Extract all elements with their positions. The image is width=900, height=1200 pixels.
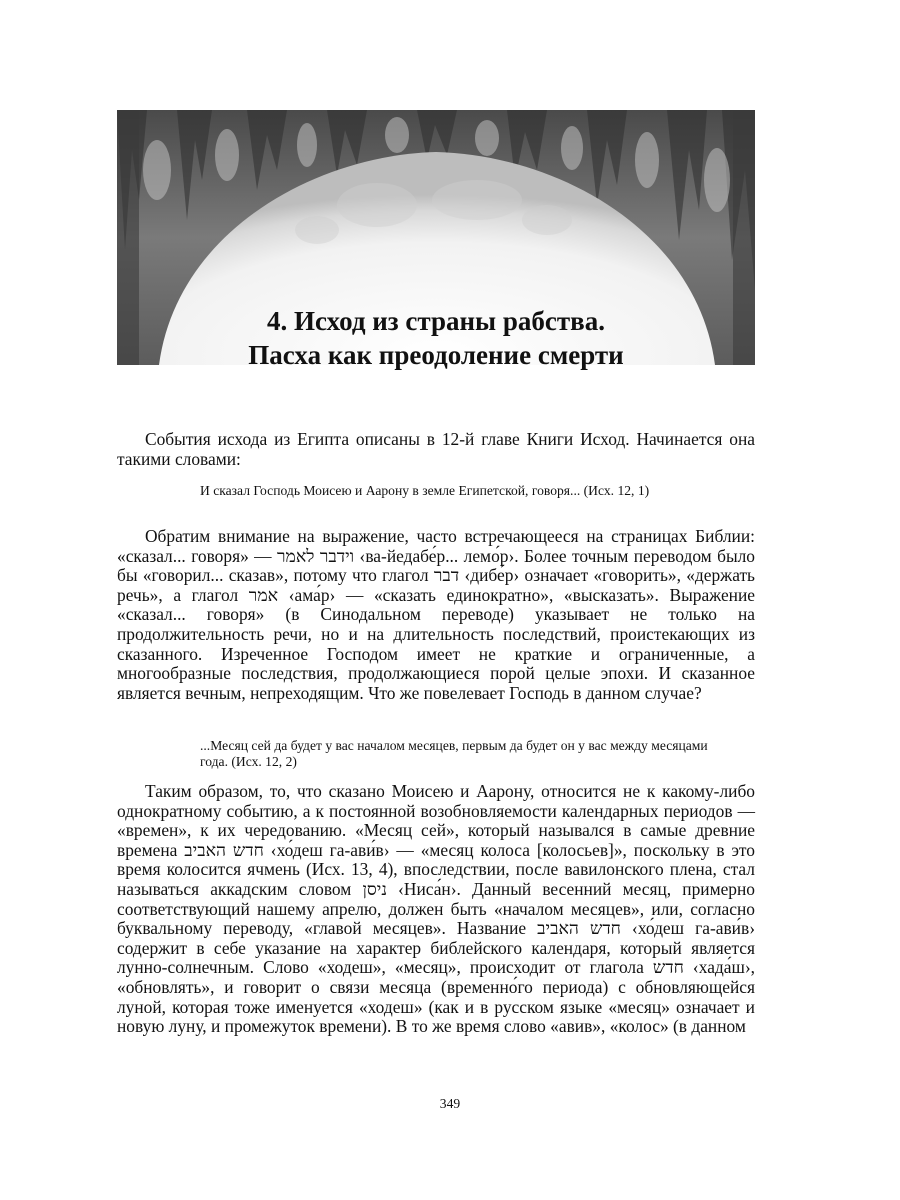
quote-2: ...Месяц сей да будет у вас началом месяцев, первым да будет он у вас между месяцами года. (Исх. 12, 2) bbox=[200, 738, 708, 769]
chapter-title bbox=[117, 304, 755, 372]
quote-1: И сказал Господь Моисею и Аарону в земле Египетской, говоря... (Исх. 12, 1) bbox=[200, 483, 650, 498]
paragraph-2: Обратим внимание на выражение, часто встречающееся на страницах Библии: «сказал... говоря» — וידבר לאמר ‹ва-йедабе́р... лемо́р›. Более точным переводом было бы «говорил... сказав», потому что глагол דבר ‹дибе́р› означает «говорить», «держать речь», а глагол אמר ‹ама́р› — «сказать единократно», «высказать». Выражение «сказал... говоря» (в Синодальном переводе) указывает не только на продолжительность речи, но и на длительность последствий, проистекающих из сказанного. Изреченное Господом имеет не краткие и ограниченные, а многообразные последствия, продолжающиеся порой целые эпохи. И сказанное является вечным, непреходящим. Что же повелевает Господь в данном случае? bbox=[117, 526, 756, 703]
chapter-title-line1: 4. Исход из страны рабства. bbox=[267, 306, 605, 336]
paragraph-1: События исхода из Египта описаны в 12-й главе Книги Исход. Начинается она такими словами: bbox=[117, 429, 755, 469]
paragraph-3: Таким образом, то, что сказано Моисею и Аарону, относится не к какому-либо однократному событию, а к постоянной возобновляемости календарных периодов — «времен», к их чередованию. «Месяц сей», который назывался в самые древние времена חדש האביב ‹хо́деш га-ави́в› — «месяц колоса [колосьев]», поскольку в это время колосится ячмень (Исх. 13, 4), впоследствии, после вавилонского плена, стал называться аккадским словом ניסן ‹Ниса́н›. Данный весенний месяц, примерно соответствующий нашему апрелю, должен быть «началом месяцев», или, согласно буквальному переводу, «главой месяцев». Название חדש האביב ‹хо́деш га-ави́в› содержит в себе указание на характер библейского календаря, который является лунно-солнечным. Слово «ходеш», «месяц», происходит от глагола חדש ‹хада́ш›, «обновлять», и говорит о связи месяца (временно́го периода) с обновляющейся луной, которая тоже именуется «ходеш» (как и в русском языке «месяц» означает и новую луну, и промежуток времени). В то же время слово «авив», «колос» (в данном bbox=[117, 781, 756, 1037]
chapter-title-line2: Пасха как преодоление смерти bbox=[248, 340, 624, 370]
page-number: 349 bbox=[439, 1096, 461, 1111]
